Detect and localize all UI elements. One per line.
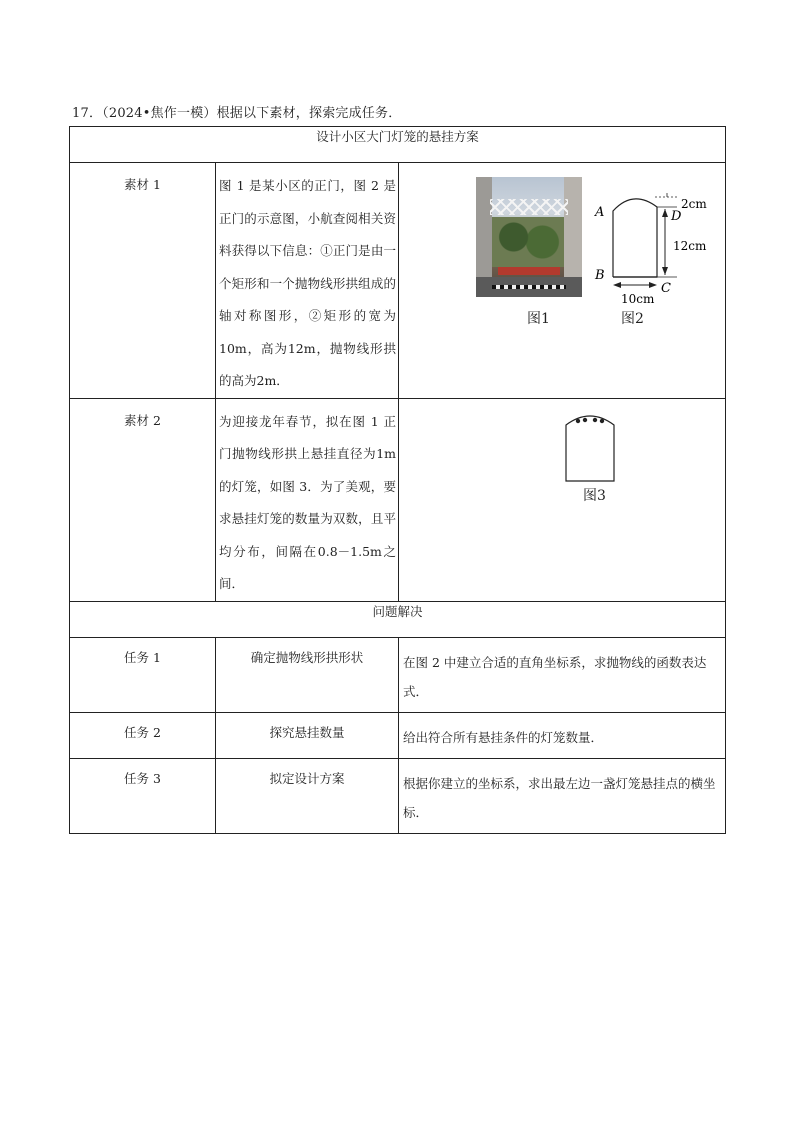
table-title-row xyxy=(70,127,726,163)
point-b-label: B xyxy=(595,268,605,283)
material-text: 图 1 是某小区的正门，图 2 是正门的示意图，小航查阅相关资料获得以下信息：①正门是由一个矩形和一个抛物线形拱组成的轴对称图形，②矩形的宽为10m，高为12m，抛物线形拱的高为2m． xyxy=(216,163,399,399)
material-label: 素材 1 xyxy=(70,163,216,399)
material-figures xyxy=(399,163,726,399)
task-label: 任务 1 xyxy=(70,637,216,712)
gate-outline xyxy=(566,416,614,481)
task-name: 确定抛物线形拱形状 xyxy=(216,637,399,712)
lantern-design-table xyxy=(69,126,726,834)
task-row xyxy=(70,712,726,758)
figure-2-caption: 图2 xyxy=(621,311,644,327)
gate-outline xyxy=(613,199,657,277)
lantern-dot xyxy=(583,417,587,421)
task-desc: 给出符合所有悬挂条件的灯笼数量． xyxy=(399,712,726,758)
task-desc: 在图 2 中建立合适的直角坐标系，求抛物线的函数表达式． xyxy=(399,637,726,712)
dim-12cm-label: 12cm xyxy=(673,239,707,253)
figure-3-caption: 图3 xyxy=(583,487,606,504)
section-title: 问题解决 xyxy=(70,601,726,637)
figure-1-caption: 图1 xyxy=(527,311,550,327)
material-text: 为迎接龙年春节，拟在图 1 正门抛物线形拱上悬挂直径为1m的灯笼，如图 3．为了美观，要求悬挂灯笼的数量为双数，且平均分布，间隔在0.8－1.5m之间． xyxy=(216,398,399,601)
section-title-row xyxy=(70,601,726,637)
lantern-dot xyxy=(576,418,580,422)
question-prompt: 根据以下素材，探索完成任务． xyxy=(216,106,402,121)
dim-10cm-label: 10cm xyxy=(621,292,655,306)
dim-2cm-label: 2cm xyxy=(681,197,707,211)
material-row xyxy=(70,163,726,399)
gate-diagram xyxy=(589,193,729,313)
task-row xyxy=(70,758,726,833)
task-name: 拟定设计方案 xyxy=(216,758,399,833)
point-c-label: C xyxy=(661,281,671,296)
lantern-dot xyxy=(593,417,597,421)
point-a-label: A xyxy=(595,205,605,220)
material-row xyxy=(70,398,726,601)
gate-photo xyxy=(476,177,582,297)
task-label: 任务 2 xyxy=(70,712,216,758)
material-label: 素材 2 xyxy=(70,398,216,601)
question-number: 17． xyxy=(72,106,103,121)
lantern-diagram xyxy=(564,407,644,497)
lantern-dot xyxy=(600,418,604,422)
question-header xyxy=(72,102,401,121)
material-figures xyxy=(399,398,726,601)
table-title: 设计小区大门灯笼的悬挂方案 xyxy=(70,127,726,163)
point-d-label: D xyxy=(671,209,682,224)
task-row xyxy=(70,637,726,712)
task-desc: 根据你建立的坐标系，求出最左边一盏灯笼悬挂点的横坐标． xyxy=(399,758,726,833)
task-label: 任务 3 xyxy=(70,758,216,833)
task-name: 探究悬挂数量 xyxy=(216,712,399,758)
question-source: （2024•焦作一模） xyxy=(102,106,217,121)
